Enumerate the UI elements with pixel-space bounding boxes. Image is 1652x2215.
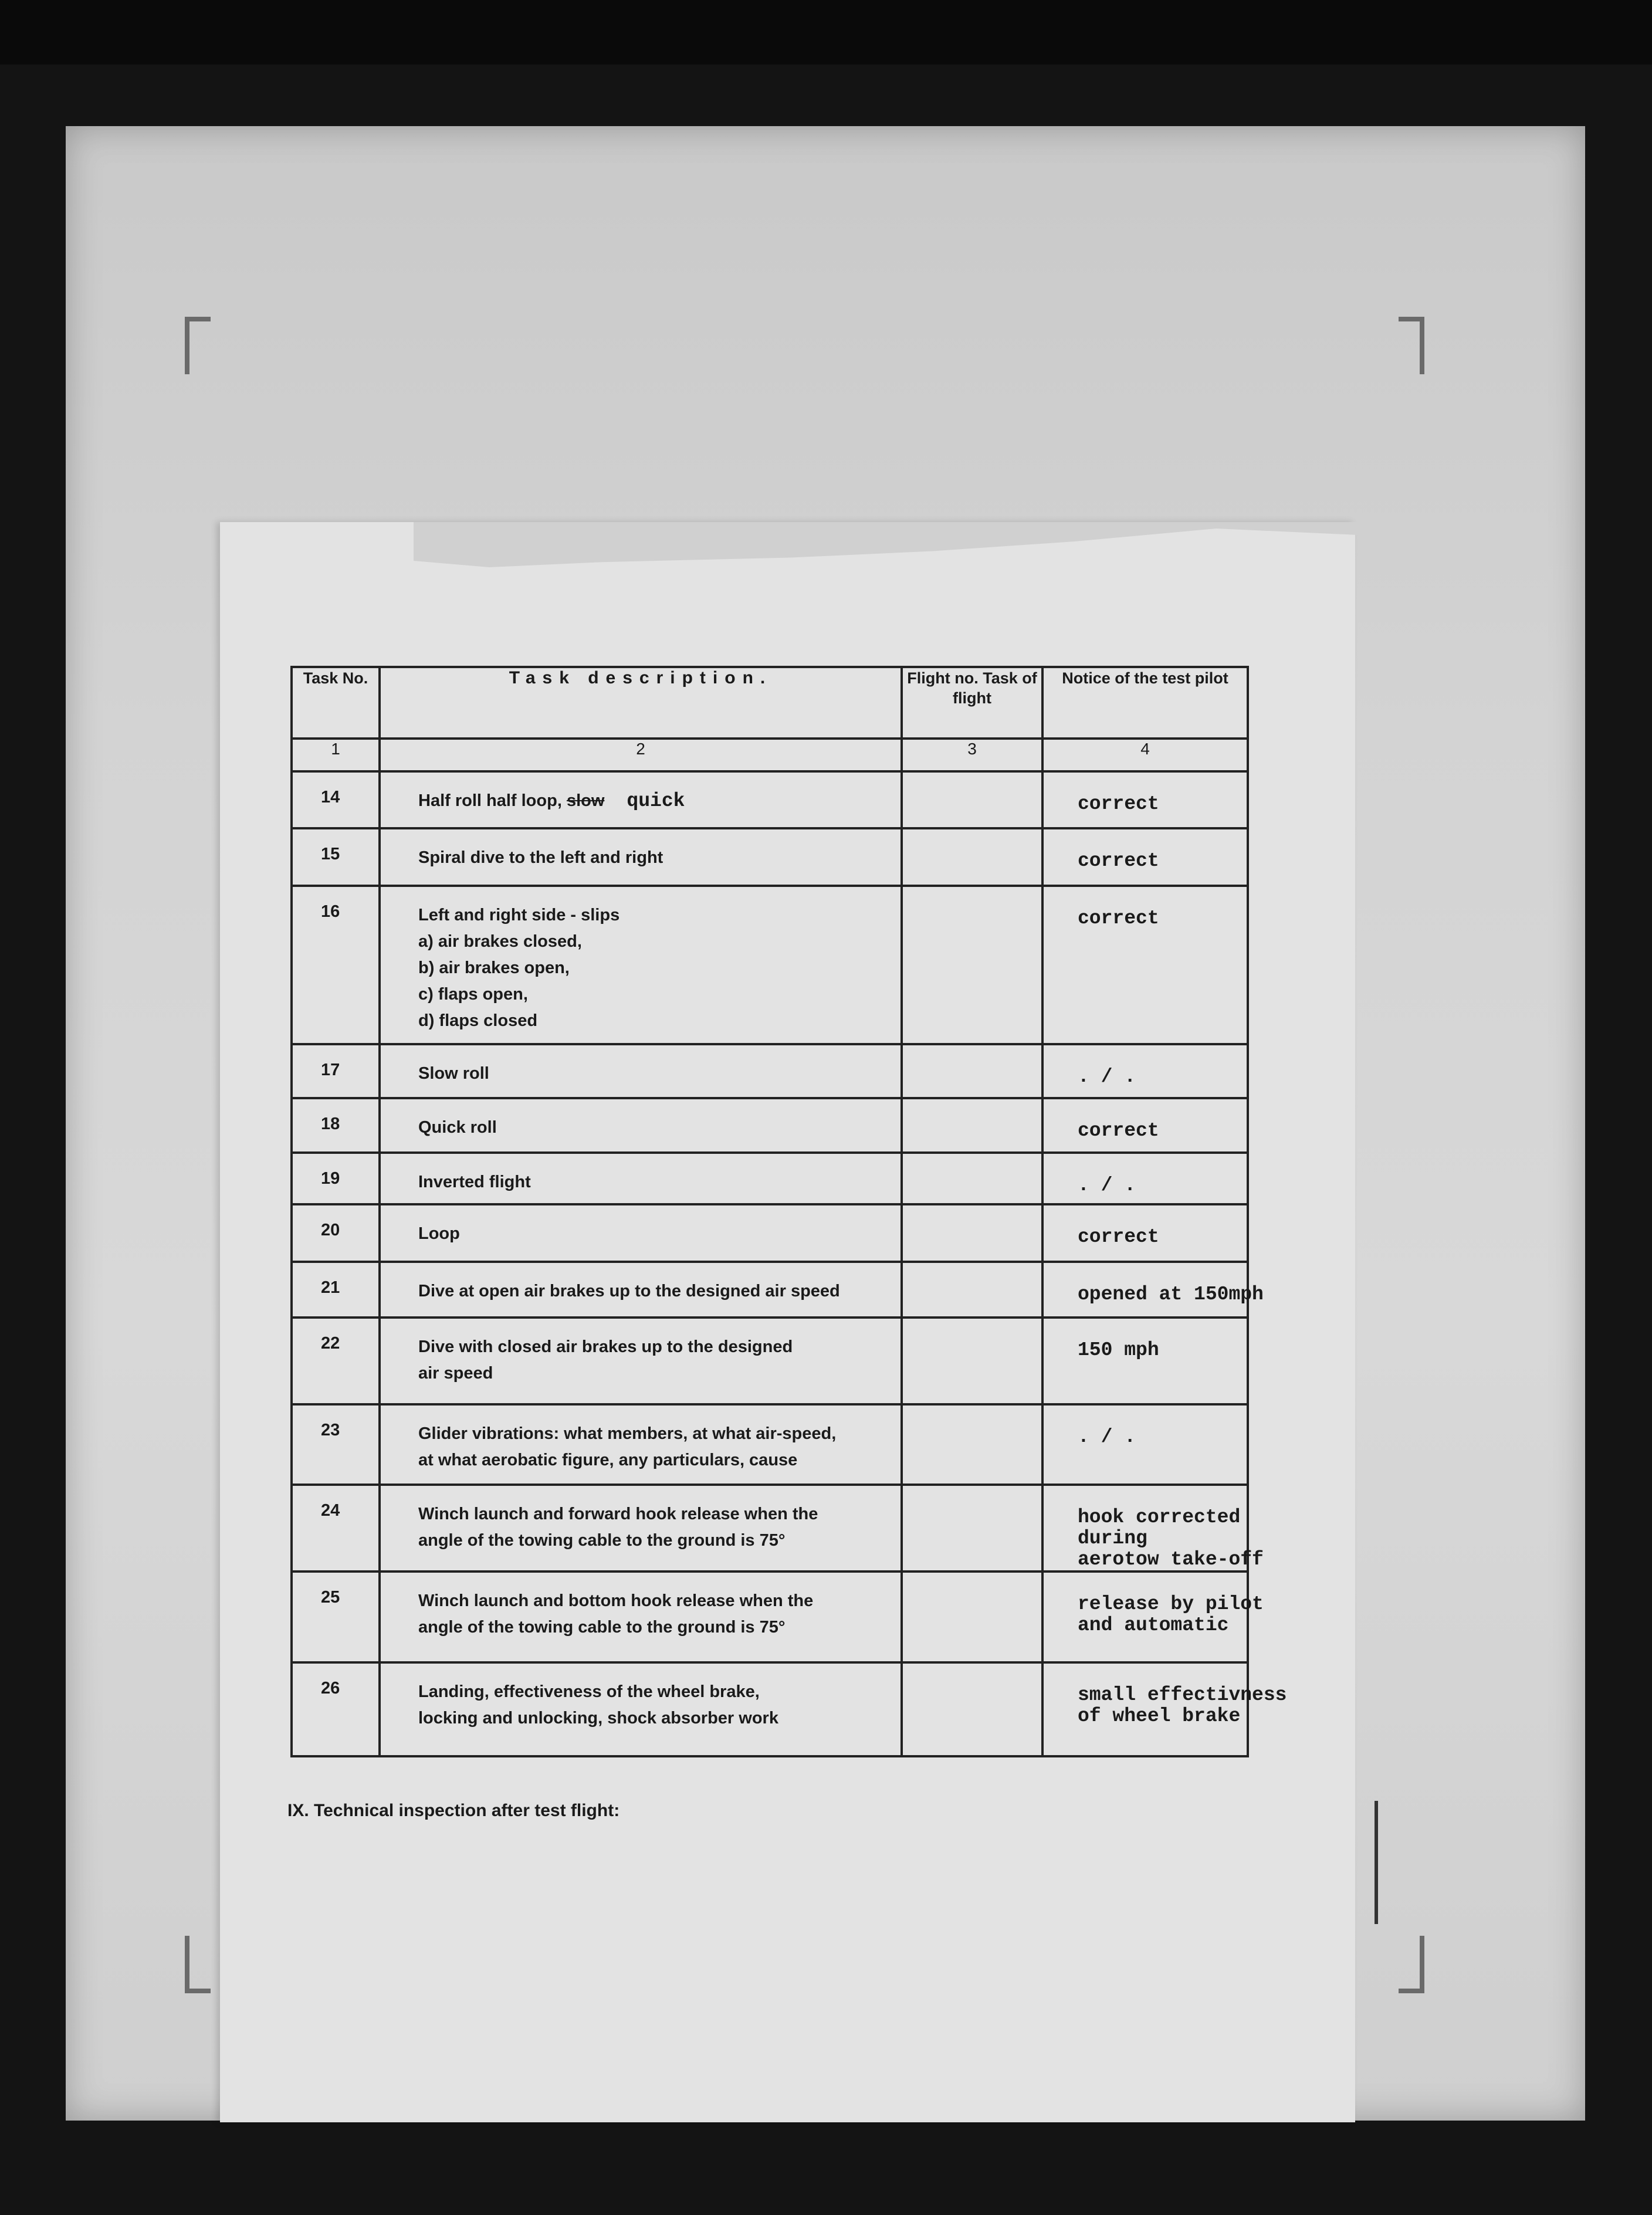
header-flight-no: Flight no. Task of flight [902,667,1042,739]
pilot-notice: 150 mph [1042,1318,1248,1404]
header-task-description: Task description. [380,667,902,739]
task-description [380,1044,902,1098]
flight-no-cell [902,1485,1042,1572]
pilot-notice: . / . [1042,1404,1248,1485]
task-description-text: Winch launch and forward hook release when the angle of the towing cable to the ground is 75° [418,1505,818,1550]
task-number: 20 [292,1204,380,1262]
pilot-notice: release by pilot and automatic [1042,1572,1248,1662]
task-number: 19 [292,1153,380,1204]
task-description-text: Inverted flight [418,1173,531,1191]
pilot-notice: hook corrected during aerotow take-off [1042,1485,1248,1572]
task-description [380,1404,902,1485]
table-row [292,1404,1248,1485]
film-top-band [0,0,1652,65]
pilot-notice: . / . [1042,1044,1248,1098]
task-number: 25 [292,1572,380,1662]
section-ix-heading: IX. Technical inspection after test flight: [287,1801,620,1820]
crop-mark-bottom-right [1399,1936,1424,1993]
task-number: 24 [292,1485,380,1572]
table-row [292,828,1248,886]
task-description-text: Half roll half loop, [418,791,562,810]
task-number: 21 [292,1262,380,1318]
task-description [380,1153,902,1204]
task-description [380,828,902,886]
pilot-notice: correct [1042,1204,1248,1262]
task-description [380,1262,902,1318]
task-number: 23 [292,1404,380,1485]
pilot-notice: . / . [1042,1153,1248,1204]
task-description-text: Spiral dive to the left and right [418,848,663,867]
header-notice: Notice of the test pilot [1042,667,1248,739]
column-number: 3 [902,739,1042,771]
crop-mark-top-right [1399,317,1424,374]
task-number: 14 [292,771,380,828]
table-row [292,1318,1248,1404]
task-description [380,886,902,1044]
table-row [292,1572,1248,1662]
task-number: 18 [292,1098,380,1153]
column-number: 1 [292,739,380,771]
task-description [380,1662,902,1756]
pilot-notice: correct [1042,1098,1248,1153]
pilot-notice: correct [1042,771,1248,828]
pilot-notice: small effectivness of wheel brake [1042,1662,1248,1756]
table-row [292,1204,1248,1262]
task-description-text: Slow roll [418,1064,489,1083]
pilot-notice: opened at 150mph [1042,1262,1248,1318]
flight-no-cell [902,886,1042,1044]
crop-mark-top-left [185,317,211,374]
task-description [380,1204,902,1262]
table-row [292,1098,1248,1153]
task-description [380,1485,902,1572]
struck-text: slow [566,791,605,810]
table-row [292,1662,1248,1756]
table-row [292,1153,1248,1204]
task-number: 26 [292,1662,380,1756]
flight-no-cell [902,1098,1042,1153]
flight-no-cell [902,1044,1042,1098]
typed-correction: quick [627,790,685,812]
task-description-text: Dive at open air brakes up to the designed air speed [418,1282,840,1300]
flight-no-cell [902,1153,1042,1204]
flight-no-cell [902,1662,1042,1756]
flight-no-cell [902,1262,1042,1318]
task-description-text: Left and right side - slips a) air brakes closed, b) air brakes open, c) flaps open, d) flaps closed [418,906,620,1030]
header-task-no: Task No. [292,667,380,739]
flight-no-cell [902,1404,1042,1485]
task-table [290,666,1287,1757]
table-row [292,1262,1248,1318]
torn-edge [414,522,1358,587]
task-description-text: Winch launch and bottom hook release when the angle of the towing cable to the ground is 75° [418,1591,814,1637]
table-row [292,1044,1248,1098]
task-description-text: Glider vibrations: what members, at what air-speed, at what aerobatic figure, any particulars, cause [418,1424,837,1469]
task-description-text: Dive with closed air brakes up to the designed air speed [418,1337,793,1383]
task-description [380,1572,902,1662]
task-description [380,771,902,828]
flight-no-cell [902,771,1042,828]
task-description-text: Loop [418,1224,460,1243]
flight-no-cell [902,1572,1042,1662]
crop-mark-bottom-left [185,1936,211,1993]
pilot-notice: correct [1042,886,1248,1044]
table-row [292,771,1248,828]
column-number: 4 [1042,739,1248,771]
flight-no-cell [902,828,1042,886]
task-description [380,1098,902,1153]
task-number: 15 [292,828,380,886]
task-number: 16 [292,886,380,1044]
task-number: 22 [292,1318,380,1404]
table-row [292,1485,1248,1572]
task-description [380,1318,902,1404]
flight-no-cell [902,1204,1042,1262]
column-number: 2 [380,739,902,771]
task-description-text: Landing, effectiveness of the wheel brake, locking and unlocking, shock absorber work [418,1682,778,1728]
flight-no-cell [902,1318,1042,1404]
table-row [292,886,1248,1044]
task-number: 17 [292,1044,380,1098]
document-page [220,522,1355,2122]
pilot-notice: correct [1042,828,1248,886]
margin-line [1375,1801,1378,1924]
task-description-text: Quick roll [418,1118,497,1137]
